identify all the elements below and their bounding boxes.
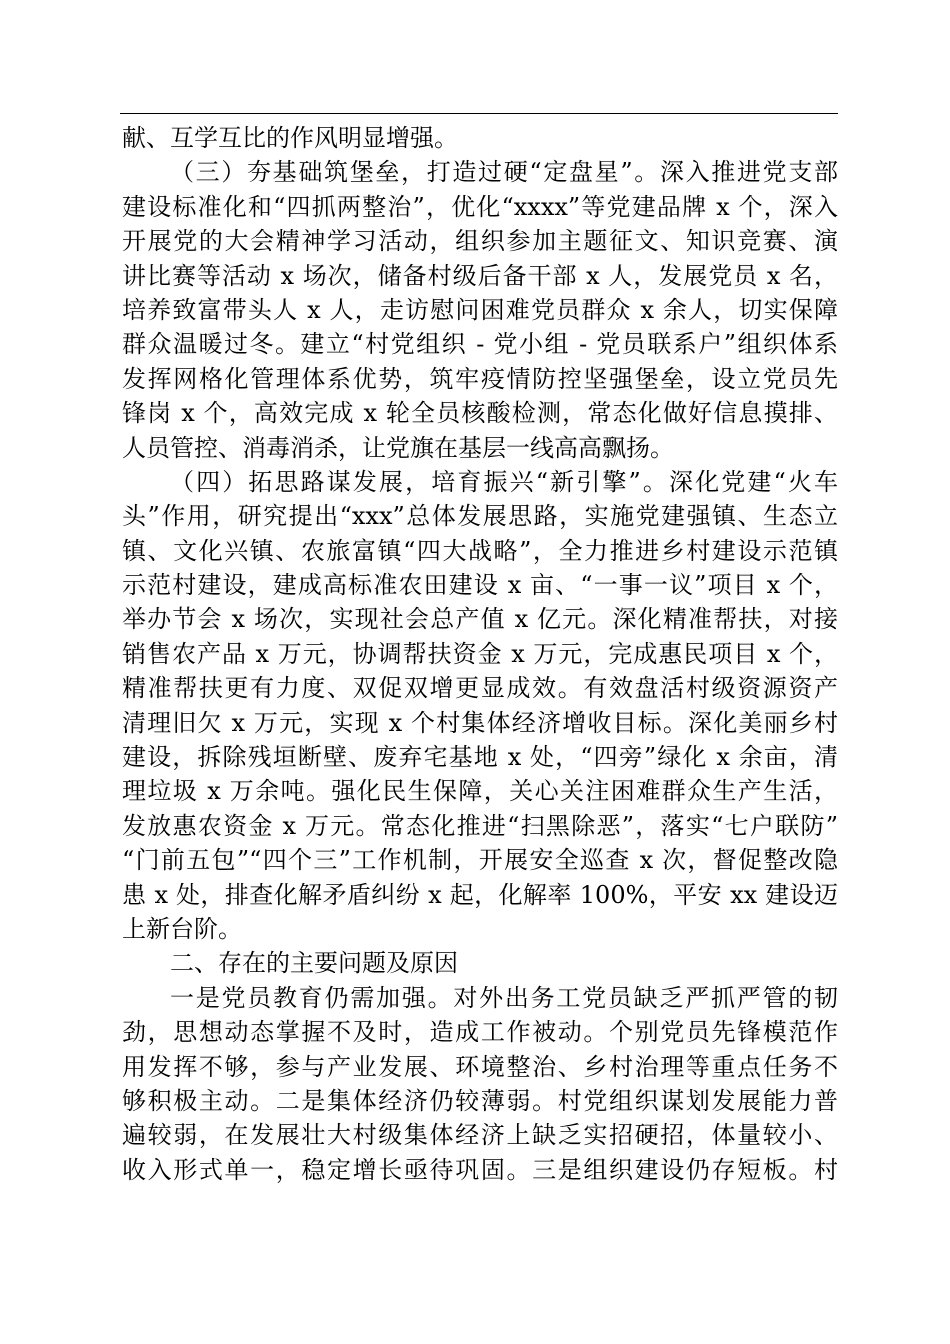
section-heading-line: （四）拓思路谋发展，培育振兴“新引擎”。深化党建“火车 [170, 467, 838, 496]
text-line: “门前五包”“四个三”工作机制，开展安全巡查 x 次，督促整改隐 [122, 846, 838, 875]
section-title: 二、存在的主要问题及原因 [170, 949, 458, 978]
text-line: 收入形式单一，稳定增长亟待巩固。三是组织建设仍存短板。村 [122, 1155, 838, 1184]
text-line: 精准帮扶更有力度、双促双增更显成效。有效盘活村级资源资产 [122, 674, 838, 703]
text-line: 示范村建设，建成高标准农田建设 x 亩、“一事一议”项目 x 个， [122, 571, 838, 600]
text-line: 献、互学互比的作风明显增强。 [122, 124, 458, 152]
text-line: 群众温暖过冬。建立“村党组织 - 党小组 - 党员联系户”组织体系 [122, 330, 838, 359]
text-line: 用发挥不够，参与产业发展、环境整治、乡村治理等重点任务不 [122, 1052, 838, 1081]
text-line: 培养致富带头人 x 人，走访慰问困难党员群众 x 余人，切实保障 [122, 295, 838, 324]
text-line: 患 x 处，排查化解矛盾纠纷 x 起，化解率 100%，平安 xx 建设迈 [122, 880, 838, 909]
text-line: 销售农产品 x 万元，协调帮扶资金 x 万元，完成惠民项目 x 个， [122, 639, 838, 668]
text-line: 清理旧欠 x 万元，实现 x 个村集体经济增收目标。深化美丽乡村 [122, 708, 838, 737]
document-body [122, 121, 838, 1187]
text-line: 开展党的大会精神学习活动，组织参加主题征文、知识竞赛、演 [122, 227, 838, 256]
text-line: 镇、文化兴镇、农旅富镇“四大战略”，全力推进乡村建设示范镇 [122, 536, 838, 565]
text-line: 头”作用，研究提出“xxx”总体发展思路，实施党建强镇、生态立 [122, 502, 838, 531]
text-line: 人员管控、消毒消杀，让党旗在基层一线高高飘扬。 [122, 433, 674, 462]
text-line: 发挥网格化管理体系优势，筑牢疫情防控坚强堡垒，设立党员先 [122, 364, 838, 393]
text-line: 遍较弱，在发展壮大村级集体经济上缺乏实招硬招，体量较小、 [122, 1121, 838, 1150]
text-line: 一是党员教育仍需加强。对外出务工党员缺乏严抓严管的韧 [170, 983, 838, 1012]
section-heading-line: （三）夯基础筑堡垒，打造过硬“定盘星”。深入推进党支部 [170, 158, 838, 187]
text-line: 讲比赛等活动 x 场次，储备村级后备干部 x 人，发展党员 x 名， [122, 261, 838, 290]
text-line: 理垃圾 x 万余吨。强化民生保障，关心关注困难群众生产生活， [122, 777, 838, 806]
text-line: 够积极主动。二是集体经济仍较薄弱。村党组织谋划发展能力普 [122, 1086, 838, 1115]
text-line: 劲，思想动态掌握不及时，造成工作被动。个别党员先锋模范作 [122, 1018, 838, 1047]
text-line: 上新台阶。 [122, 914, 242, 943]
header-rule [120, 113, 838, 114]
text-line: 建设标准化和“四抓两整治”，优化“xxxx”等党建品牌 x 个，深入 [122, 192, 838, 221]
text-line: 锋岗 x 个，高效完成 x 轮全员核酸检测，常态化做好信息摸排、 [122, 399, 838, 428]
text-line: 举办节会 x 场次，实现社会总产值 x 亿元。深化精准帮扶，对接 [122, 605, 838, 634]
text-line: 发放惠农资金 x 万元。常态化推进“扫黑除恶”，落实“七户联防” [122, 811, 838, 840]
text-line: 建设，拆除残垣断壁、废弃宅基地 x 处，“四旁”绿化 x 余亩，清 [122, 743, 838, 772]
